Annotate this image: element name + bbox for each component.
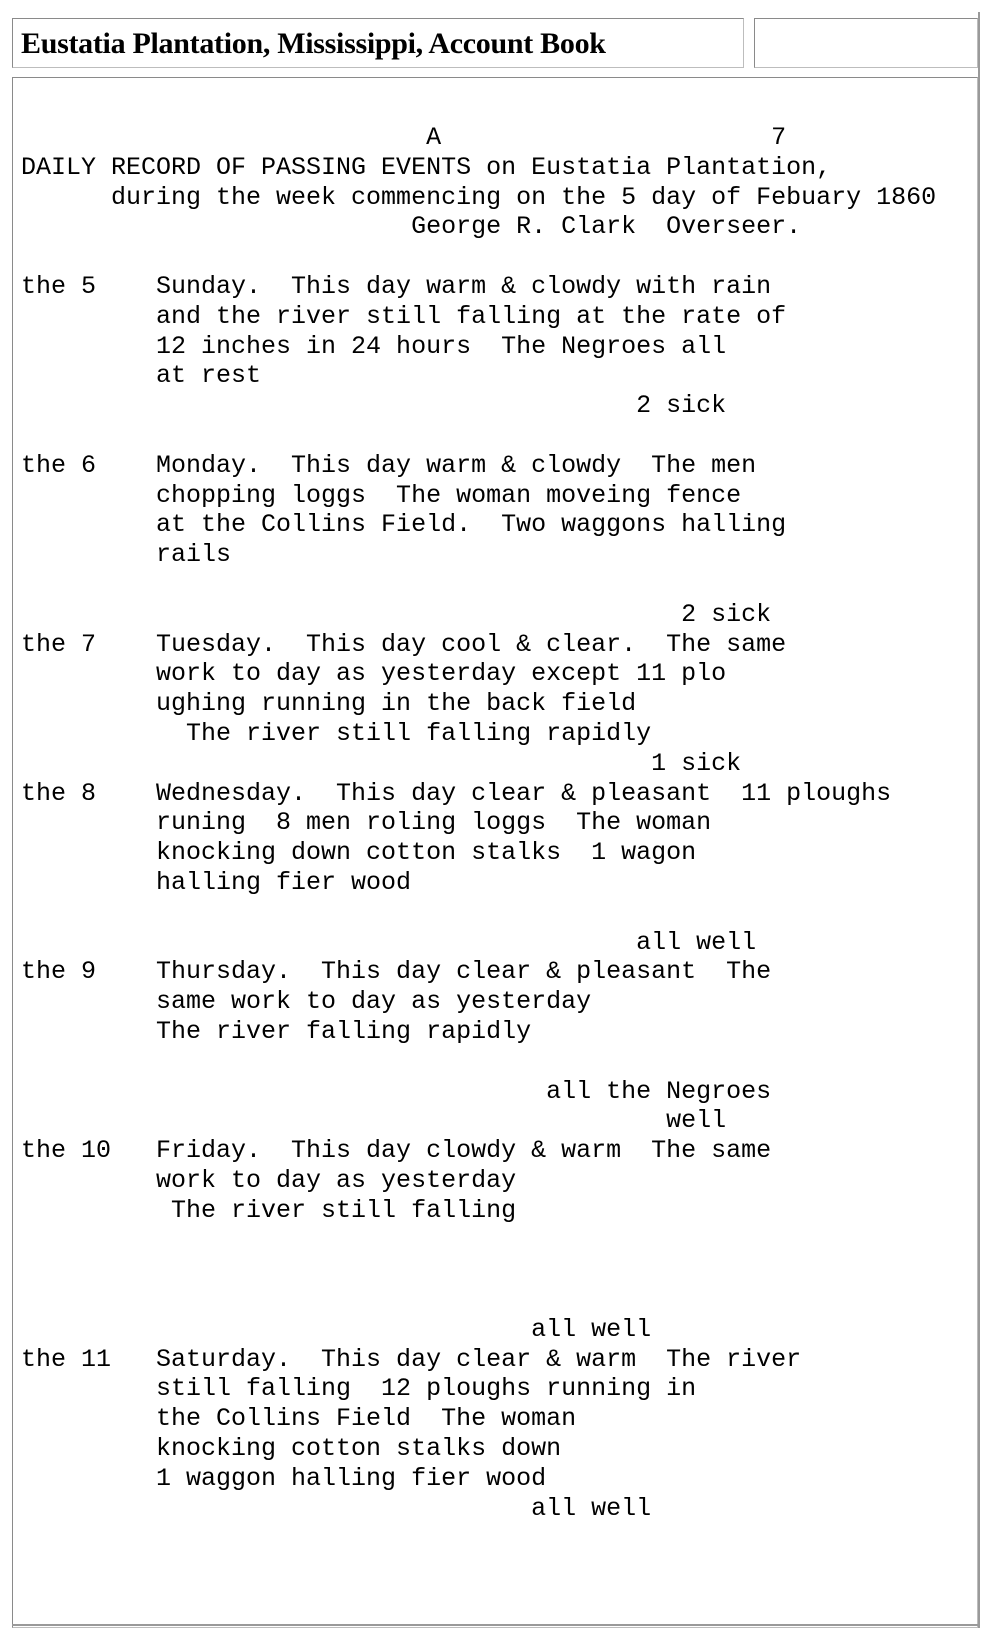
record-line: at rest (21, 361, 262, 391)
header-side-cell (754, 18, 978, 68)
record-line: all well (21, 927, 757, 957)
record-line: the 8 Wednesday. This day clear & pleasant 11 ploughs (21, 778, 892, 808)
record-line (21, 1047, 936, 1077)
record-line: the 6 Monday. This day warm & clowdy The men (21, 450, 757, 480)
record-line: the 9 Thursday. This day clear & pleasant The (21, 957, 772, 987)
page-frame (12, 12, 978, 1628)
record-line: The river still falling rapidly (21, 718, 652, 748)
record-line: ughing running in the back field (21, 689, 637, 719)
record-line: well (21, 1106, 727, 1136)
record-line: 12 inches in 24 hours The Negroes all (21, 331, 727, 361)
record-line: 1 waggon halling fier wood (21, 1463, 547, 1493)
bottom-border-rule (12, 1624, 978, 1626)
record-line: the Collins Field The woman (21, 1404, 577, 1434)
right-border-rule (978, 12, 980, 1628)
record-line (21, 898, 936, 928)
record-line (21, 242, 936, 272)
record-line (21, 1225, 936, 1255)
record-line: during the week commencing on the 5 day of Febuary 1860 (21, 182, 937, 212)
record-line: DAILY RECORD OF PASSING EVENTS on Eustatia Plantation, (21, 152, 832, 182)
record-line (21, 570, 936, 600)
record-line: all well (21, 1493, 652, 1523)
record-line: all well (21, 1314, 652, 1344)
record-line: The river still falling (21, 1195, 517, 1225)
record-line (21, 421, 936, 451)
record-line: George R. Clark Overseer. (21, 212, 802, 242)
daily-record-text (21, 123, 936, 1523)
record-line: A 7 (21, 123, 787, 152)
record-line: the 5 Sunday. This day warm & clowdy with rain (21, 271, 772, 301)
record-line: 2 sick (21, 599, 772, 629)
record-line: 1 sick (21, 748, 742, 778)
record-line: same work to day as yesterday (21, 987, 592, 1017)
record-line: work to day as yesterday except 11 plo (21, 659, 727, 689)
record-line: work to day as yesterday (21, 1165, 517, 1195)
record-line: the 7 Tuesday. This day cool & clear. The same (21, 629, 787, 659)
title-cell (12, 18, 744, 68)
record-line: The river falling rapidly (21, 1016, 532, 1046)
record-line: the 10 Friday. This day clowdy & warm The same (21, 1136, 772, 1166)
record-line: the 11 Saturday. This day clear & warm The river (21, 1344, 802, 1374)
record-line: 2 sick (21, 391, 727, 421)
record-line (21, 1255, 936, 1285)
record-line: halling fier wood (21, 867, 412, 897)
record-line: knocking cotton stalks down (21, 1434, 562, 1464)
record-line (21, 1285, 936, 1315)
record-line: rails (21, 540, 232, 570)
record-line: and the river still falling at the rate of (21, 301, 787, 331)
document-body-cell (12, 77, 978, 1628)
record-line: knocking down cotton stalks 1 wagon (21, 838, 697, 868)
record-line: chopping loggs The woman moveing fence (21, 480, 742, 510)
record-line: all the Negroes (21, 1076, 772, 1106)
record-line: runing 8 men roling loggs The woman (21, 808, 712, 838)
record-line: still falling 12 ploughs running in (21, 1374, 697, 1404)
page-title: Eustatia Plantation, Mississippi, Account Book (21, 27, 606, 60)
record-line: at the Collins Field. Two waggons halling (21, 510, 787, 540)
